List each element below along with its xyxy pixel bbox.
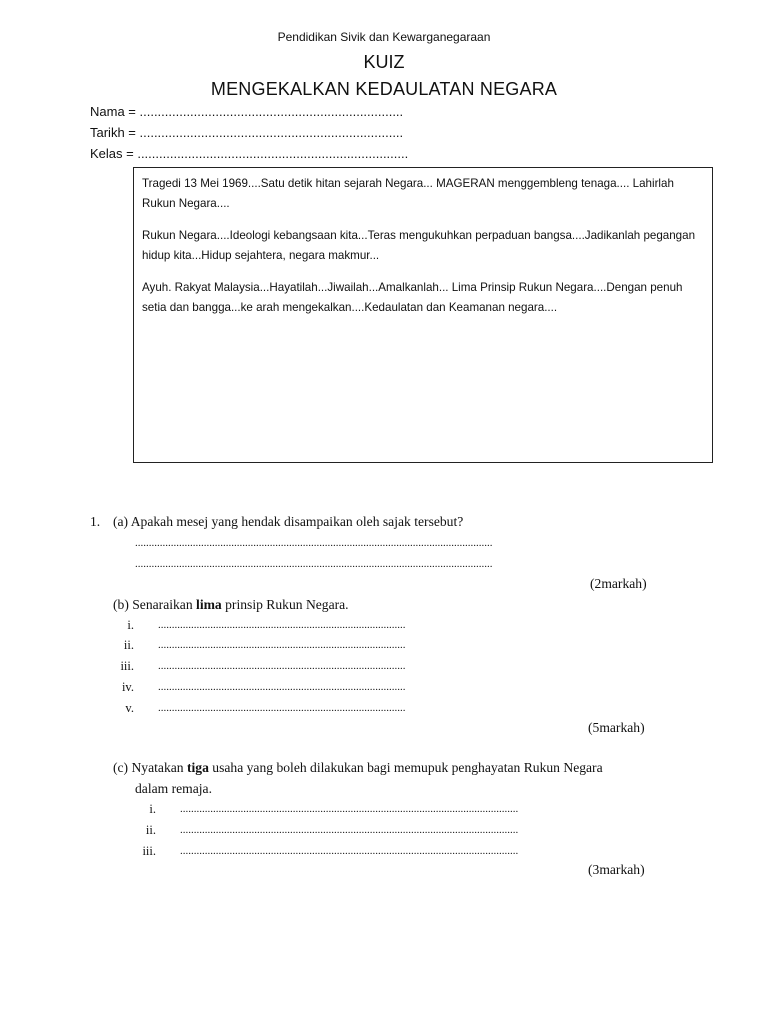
answer-line-1c-2[interactable]: ........................................................................................................................... <box>180 824 519 836</box>
answer-line-1b-5[interactable]: .......................................................................................... <box>158 702 406 714</box>
poem-paragraph-1: Tragedi 13 Mei 1969....Satu detik hitan sejarah Negara... MAGERAN menggembleng tenaga.... Lahirlah Rukun Negara.... <box>142 177 674 210</box>
answer-line-1b-4[interactable]: .......................................................................................... <box>158 681 406 693</box>
answer-line-1c-3[interactable]: ........................................................................................................................... <box>180 845 519 857</box>
question-number: 1. <box>90 514 101 529</box>
answer-line-1b-2[interactable]: .......................................................................................... <box>158 639 406 651</box>
numeral-1b-5: v. <box>125 701 134 715</box>
tarikh-field[interactable]: Tarikh = ......................................................................... <box>90 125 404 140</box>
marks-1a: (2markah) <box>590 576 647 591</box>
poem-paragraph-2: Rukun Negara....Ideologi kebangsaan kita...Teras mengukuhkan perpaduan bangsa....Jadikanlah pegangan hidup kita...Hidup sejahtera, negara makmur... <box>142 229 696 262</box>
nama-field[interactable]: Nama = ......................................................................... <box>90 104 404 119</box>
numeral-1c-1: i. <box>149 802 156 816</box>
quiz-heading: KUIZ <box>363 52 405 72</box>
poem-box <box>133 167 713 463</box>
subject-title: Pendidikan Sivik dan Kewarganegaraan <box>277 30 491 44</box>
numeral-1b-1: i. <box>127 618 134 632</box>
poem-paragraph-3: Ayuh. Rakyat Malaysia...Hayatilah...Jiwailah...Amalkanlah... Lima Prinsip Rukun Negara....Dengan penuh setia dan bangga...ke arah mengekalkan....Kedaulatan dan Keamanan negara.... <box>142 281 683 314</box>
question-1c-suffix: usaha yang boleh dilakukan bagi memupuk penghayatan Rukun Negara <box>208 760 603 775</box>
numeral-1c-2: ii. <box>145 823 156 837</box>
question-1c <box>113 760 603 776</box>
numeral-1b-3: iii. <box>120 659 134 673</box>
kelas-field[interactable]: Kelas = ........................................................................... <box>90 146 409 161</box>
answer-line-1a-1[interactable]: .................................................................................................................................. <box>135 537 493 549</box>
question-1c-bold: tiga <box>186 760 209 775</box>
question-1b-suffix: prinsip Rukun Negara. <box>221 597 349 612</box>
question-1b-bold: lima <box>196 597 222 612</box>
numeral-1b-4: iv. <box>121 680 134 694</box>
page-title: MENGEKALKAN KEDAULATAN NEGARA <box>210 79 558 99</box>
answer-line-1c-1[interactable]: ........................................................................................................................... <box>180 803 519 815</box>
marks-1c: (3markah) <box>588 862 645 877</box>
question-1b <box>113 597 349 613</box>
answer-line-1a-2[interactable]: .................................................................................................................................. <box>135 558 493 570</box>
answer-line-1b-3[interactable]: .......................................................................................... <box>158 660 406 672</box>
question-1c-prefix: (c) Nyatakan <box>113 760 187 775</box>
question-1c-line2: dalam remaja. <box>135 781 212 796</box>
question-1b-prefix: (b) Senaraikan <box>113 597 197 612</box>
marks-1b: (5markah) <box>588 720 645 735</box>
numeral-1c-3: iii. <box>142 844 156 858</box>
question-1a: (a) Apakah mesej yang hendak disampaikan oleh sajak tersebut? <box>113 514 464 529</box>
numeral-1b-2: ii. <box>123 638 134 652</box>
answer-line-1b-1[interactable]: .......................................................................................... <box>158 619 406 631</box>
